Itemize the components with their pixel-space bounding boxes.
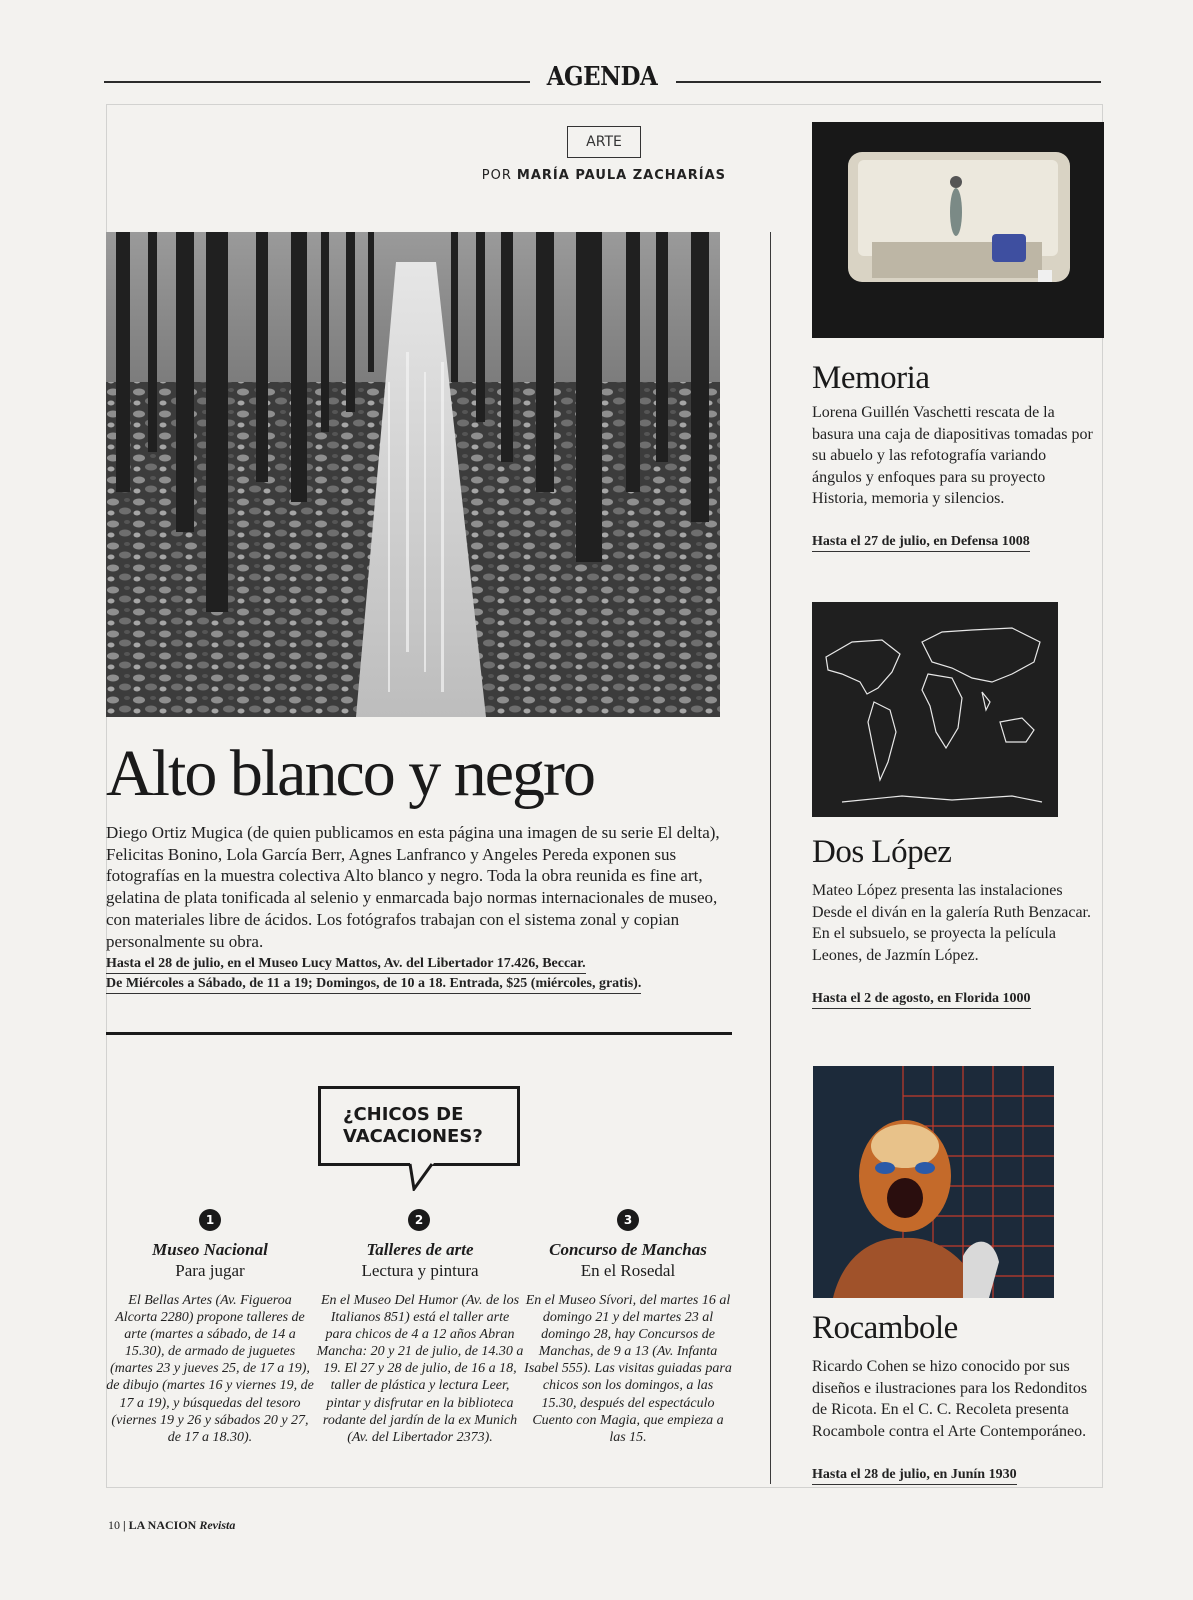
article-info-line2: De Miércoles a Sábado, de 11 a 19; Domingos, de 10 a 18. Entrada, $25 (miércoles, gratis). bbox=[106, 974, 641, 994]
rocambole-info: Hasta el 28 de julio, en Junín 1930 bbox=[812, 1467, 1017, 1485]
rocambole-title: Rocambole bbox=[812, 1310, 958, 1346]
column-divider bbox=[770, 232, 771, 1484]
kids-item-title: Museo Nacional bbox=[152, 1240, 268, 1259]
kids-item-body: En el Museo Del Humor (Av. de los Italianos 851) está el taller arte para chicos de 4 a 12 años Abran Mancha: 20 y 21 de julio, de 14.30 a 19. El 27 y 28 de julio, de 16 a 18, taller de plástica y lectura Leer, pintar y disfrutar en la biblioteca rodante del jardín de la ex Munich (Av. del Libertador 2373). bbox=[316, 1293, 524, 1445]
kids-title-line2: VACACIONES? bbox=[343, 1126, 483, 1147]
kids-item-1 bbox=[106, 1240, 314, 1446]
byline-prefix: POR bbox=[481, 168, 512, 183]
byline-author: MARÍA PAULA ZACHARÍAS bbox=[516, 168, 726, 183]
kids-number-1: 1 bbox=[199, 1209, 221, 1231]
kids-number-3: 3 bbox=[617, 1209, 639, 1231]
page-footer: 10 | LA NACION Revista bbox=[108, 1518, 236, 1532]
article-info-line1: Hasta el 28 de julio, en el Museo Lucy Mattos, Av. del Libertador 17.426, Beccar. bbox=[106, 954, 586, 974]
byline bbox=[420, 168, 726, 183]
article-body: Diego Ortiz Mugica (de quien publicamos en esta página una imagen de su serie El delta), Felicitas Bonino, Lola García Berr, Agnes Lanfranco y Angeles Pereda exponen sus fotografías en la muestra colectiva Alto blanco y negro. Toda la obra reunida es fine art, gelatina de plata tonificada al selenio y enmarcada bajo normas internacionales de museo, con materiales libre de ácidos. Los fotógrafos trabajan con el sistema zonal y copian personalmente su obra. bbox=[106, 823, 720, 951]
rocambole-body: Ricardo Cohen se hizo conocido por sus diseños e ilustraciones para los Redonditos de Ricota. En el C. C. Recoleta presenta Rocambole contra el Arte Contemporáneo. bbox=[812, 1358, 1088, 1440]
supplement-name: Revista bbox=[199, 1518, 236, 1532]
publication-name: LA NACION bbox=[128, 1518, 197, 1532]
section-title: AGENDA bbox=[546, 62, 658, 92]
dos-lopez-title: Dos López bbox=[812, 834, 952, 870]
article-headline: Alto blanco y negro bbox=[106, 737, 595, 810]
dos-lopez-info: Hasta el 2 de agosto, en Florida 1000 bbox=[812, 991, 1031, 1009]
kids-item-body: En el Museo Sívori, del martes 16 al domingo 21 y del martes 23 al domingo 28, hay Concursos de Manchas, de 9 a 13 (Av. Infanta Isabel 555). Las visitas guiadas para chicos son los domingos, a las 15.30, después del espectáculo Cuento con Magia, que empieza a las 15. bbox=[524, 1293, 732, 1445]
kids-item-body: El Bellas Artes (Av. Figueroa Alcorta 2280) propone talleres de arte (martes a sábado, de 14 a 15.30), de armado de juguetes (martes 23 y jueves 25, de 17 a 19), de dibujo (martes 16 y viernes 19, de 17 a 19), y búsquedas del tesoro (viernes 19 y 26 y sábados 20 y 27, de 17 a 18.30). bbox=[106, 1293, 314, 1445]
speech-bubble-tail bbox=[408, 1163, 438, 1191]
kids-item-2 bbox=[316, 1240, 524, 1446]
category-tag: ARTE bbox=[567, 126, 641, 158]
memoria-photo bbox=[812, 122, 1104, 338]
article-info bbox=[106, 954, 746, 994]
kids-callout-box bbox=[318, 1086, 520, 1166]
kids-item-subtitle: Para jugar bbox=[175, 1261, 245, 1280]
kids-item-title: Talleres de arte bbox=[366, 1240, 474, 1259]
memoria-info: Hasta el 27 de julio, en Defensa 1008 bbox=[812, 534, 1030, 552]
forest-photo bbox=[106, 232, 720, 717]
dos-lopez-body: Mateo López presenta las instalaciones Desde el diván en la galería Ruth Benzacar. En el subsuelo, se proyecta la película Leones, de Jazmín López. bbox=[812, 882, 1091, 964]
memoria-title: Memoria bbox=[812, 360, 930, 396]
kids-item-subtitle: En el Rosedal bbox=[580, 1261, 676, 1280]
kids-number-2: 2 bbox=[408, 1209, 430, 1231]
kids-item-3 bbox=[524, 1240, 732, 1446]
header-rule-left bbox=[104, 81, 530, 83]
memoria-body: Lorena Guillén Vaschetti rescata de la basura una caja de diapositivas tomadas por su abuelo y las refotografía variando ángulos y enfoques para su proyecto Historia, memoria y silencios. bbox=[812, 404, 1093, 508]
kids-item-subtitle: Lectura y pintura bbox=[361, 1261, 479, 1280]
kids-item-title: Concurso de Manchas bbox=[549, 1240, 707, 1259]
rocambole-painting bbox=[813, 1066, 1054, 1298]
section-divider bbox=[106, 1032, 732, 1035]
world-map-photo bbox=[812, 602, 1058, 817]
header-rule-right bbox=[676, 81, 1101, 83]
kids-title-line1: ¿CHICOS DE bbox=[343, 1104, 464, 1125]
page-number: 10 bbox=[108, 1518, 120, 1532]
